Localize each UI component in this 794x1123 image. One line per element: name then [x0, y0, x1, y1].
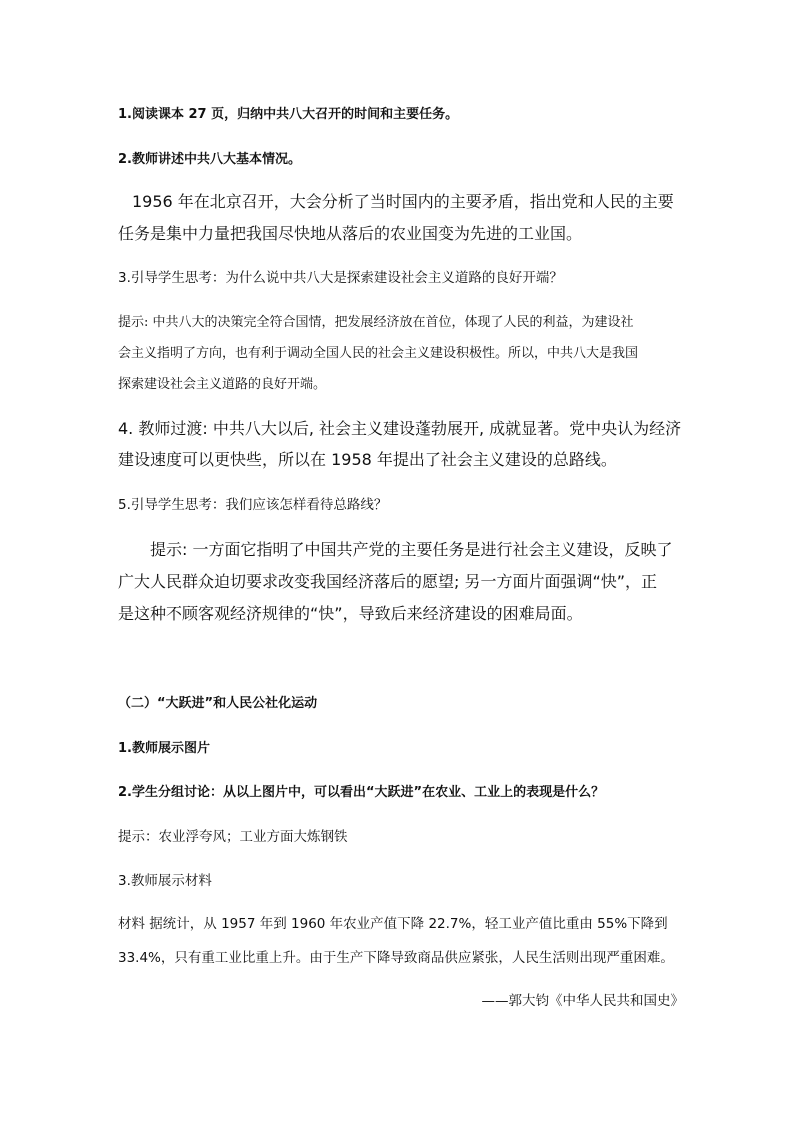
paragraph-2-line-1: 4. 教师过渡: 中共八大以后, 社会主义建设蓬勃展开, 成就显著。党中央认为经济: [118, 419, 682, 438]
section-2-hint: 提示：农业浮夸风；工业方面大炼钢铁: [118, 829, 348, 845]
section-2-item-3: 3.教师展示材料: [118, 873, 212, 889]
instruction-5: 5.引导学生思考：我们应该怎样看待总路线？: [118, 497, 388, 513]
paragraph-3-line-1: 提示: 一方面它指明了中国共产党的主要任务是进行社会主义建设，反映了: [150, 540, 673, 559]
section-2-heading: （二）“大跃进”和人民公社化运动: [118, 696, 318, 711]
paragraph-3-line-3: 是这种不顾客观经济规律的“快”，导致后来经济建设的困难局面。: [118, 604, 583, 623]
material-source: ——郭大钧《中华人民共和国史》: [481, 993, 684, 1009]
hint-1-line-1: 提示: 中共八大的决策完全符合国情，把发展经济放在首位，体现了人民的利益，为建设社: [118, 315, 634, 330]
material-line-2: 33.4%，只有重工业比重上升。由于生产下降导致商品供应紧张，人民生活则出现严重困难。: [118, 950, 674, 966]
instruction-2: 2.教师讲述中共八大基本情况。: [118, 152, 301, 167]
section-2-item-1: 1.教师展示图片: [118, 741, 210, 756]
section-2-item-2: 2.学生分组讨论：从以上图片中，可以看出“大跃进”在农业、工业上的表现是什么？: [118, 785, 605, 800]
paragraph-1-line-1: 1956 年在北京召开，大会分析了当时国内的主要矛盾，指出党和人民的主要: [132, 192, 674, 211]
hint-1-line-3: 探索建设社会主义道路的良好开端。: [118, 377, 327, 392]
hint-1-line-2: 会主义指明了方向，也有利于调动全国人民的社会主义建设积极性。所以，中共八大是我国: [118, 346, 639, 361]
paragraph-2-line-2: 建设速度可以更快些，所以在 1958 年提出了社会主义建设的总路线。: [118, 450, 617, 469]
material-line-1: 材料 据统计，从 1957 年到 1960 年农业产值下降 22.7%，轻工业产值比重由 55%下降到: [118, 916, 668, 932]
instruction-3: 3.引导学生思考：为什么说中共八大是探索建设社会主义道路的良好开端？: [118, 270, 563, 286]
instruction-1: 1.阅读课本 27 页，归纳中共八大召开的时间和主要任务。: [118, 107, 459, 122]
paragraph-1-line-2: 任务是集中力量把我国尽快地从落后的农业国变为先进的工业国。: [118, 224, 583, 243]
paragraph-3-line-2: 广大人民群众迫切要求改变我国经济落后的愿望; 另一方面片面强调“快”，正: [118, 572, 658, 591]
